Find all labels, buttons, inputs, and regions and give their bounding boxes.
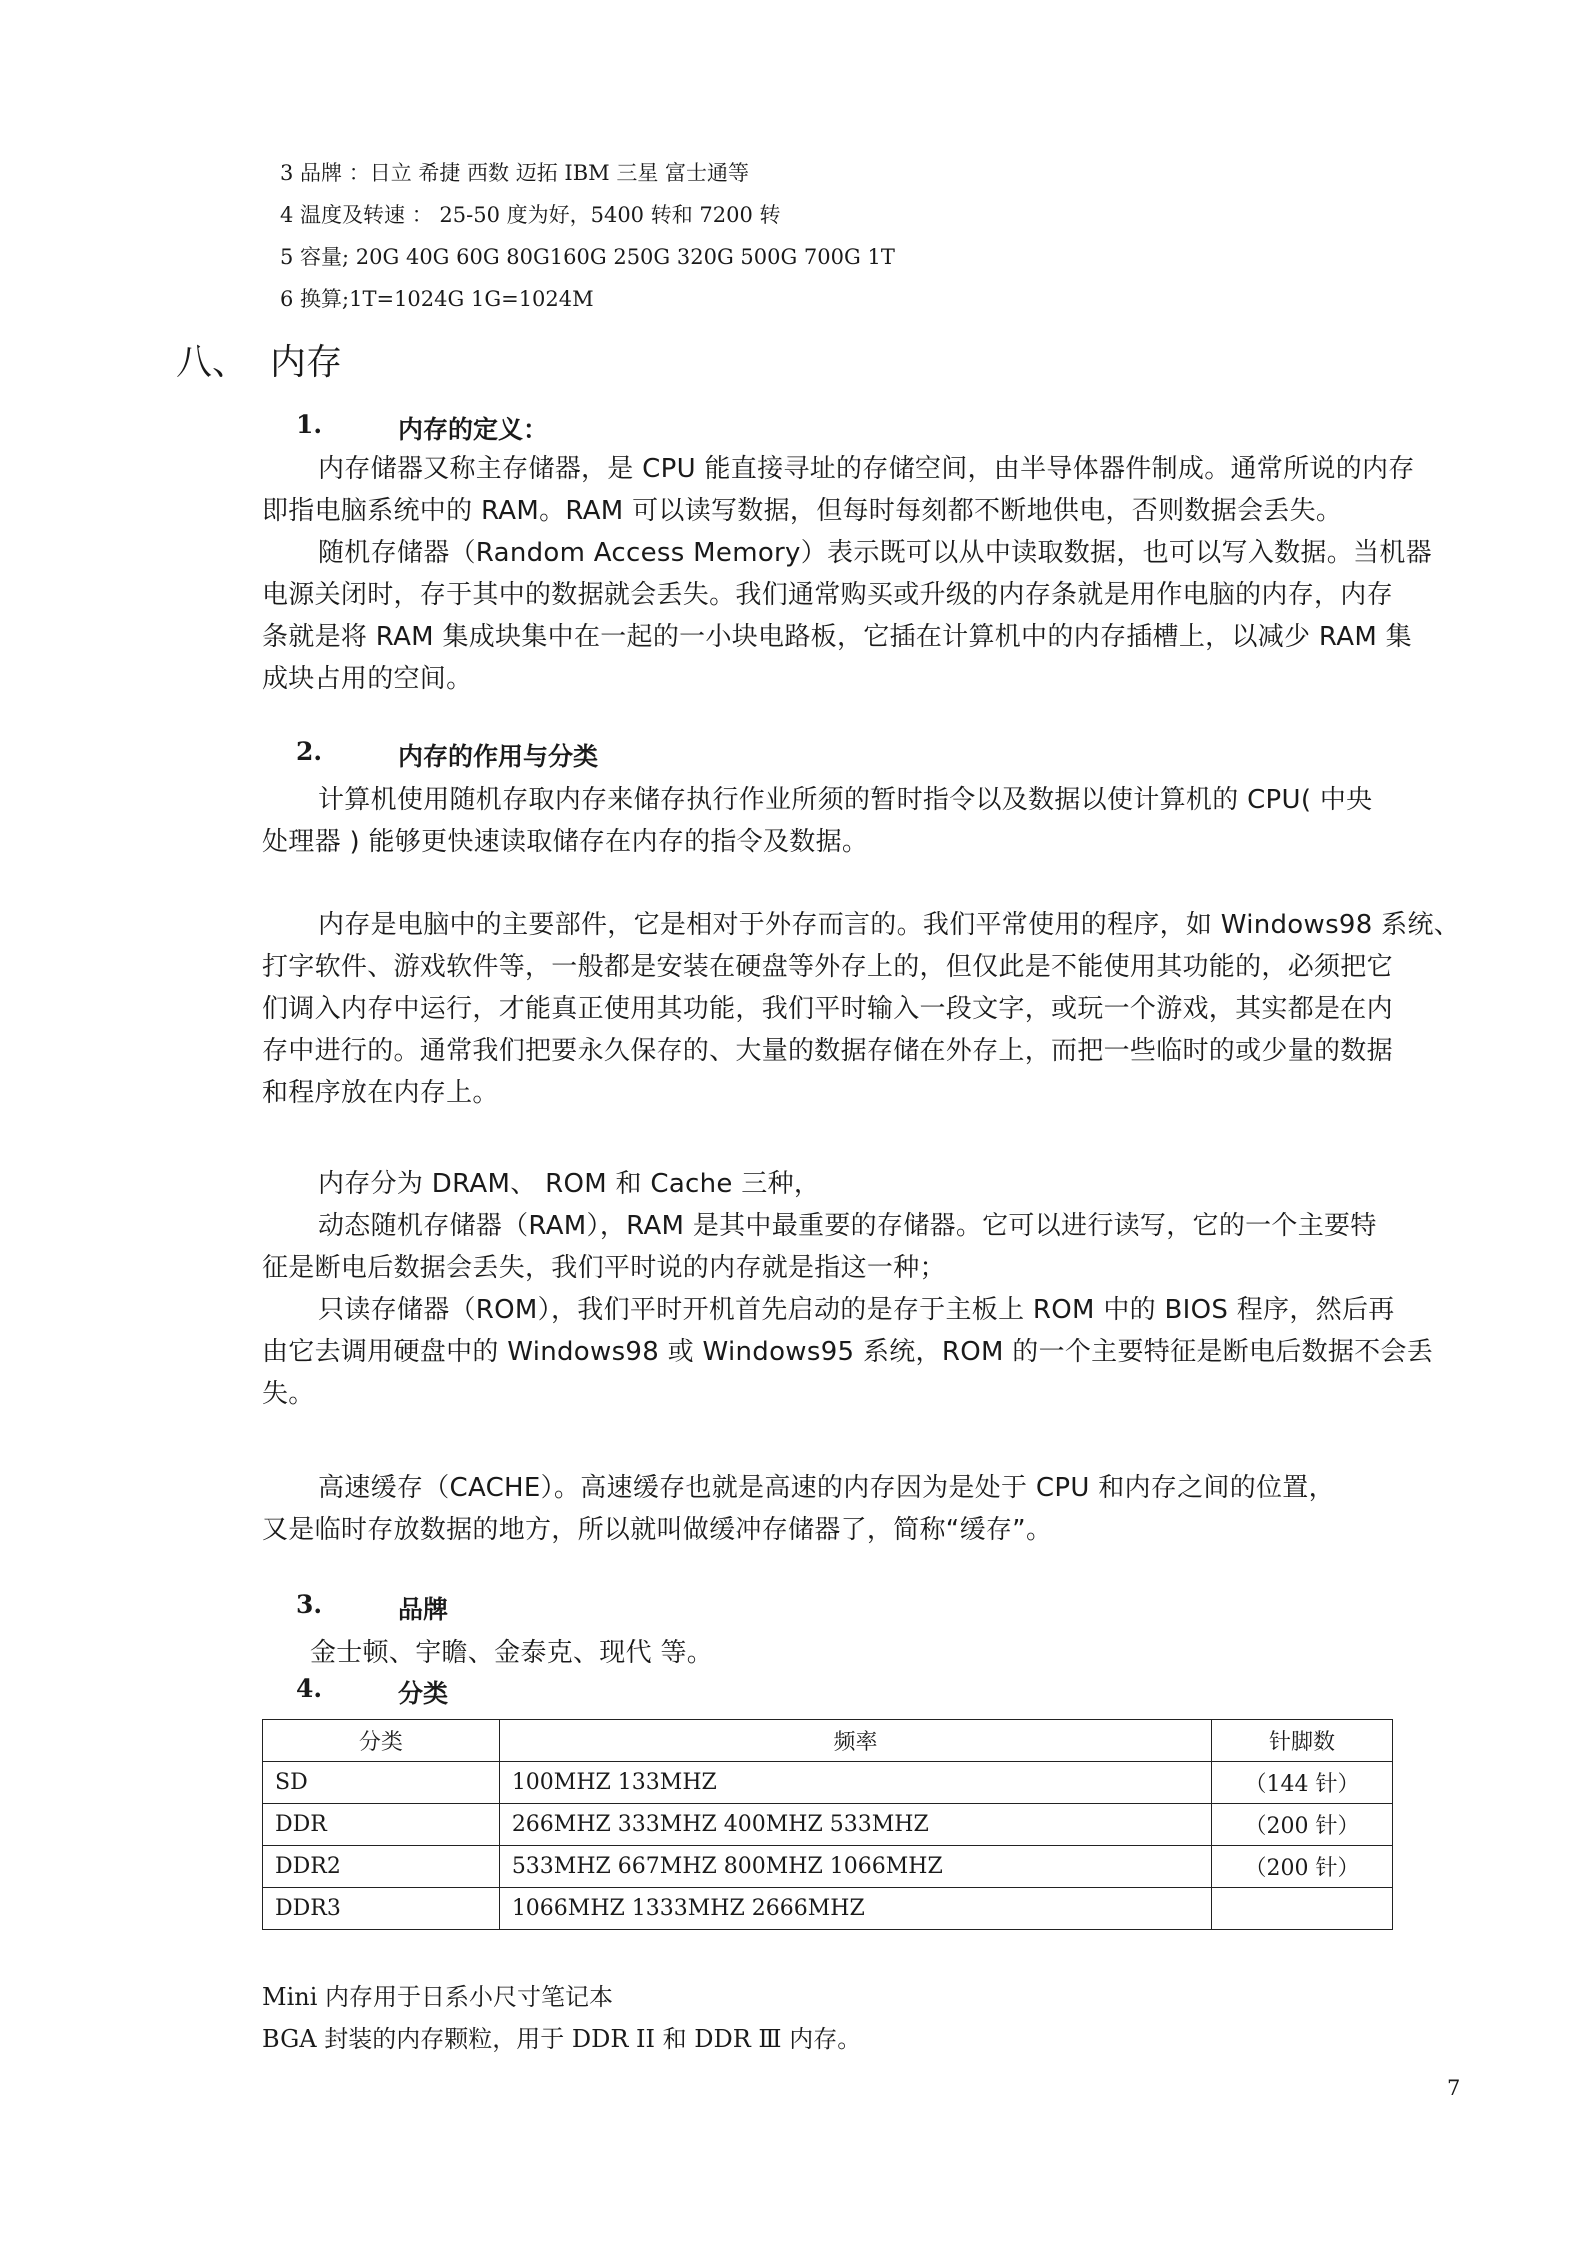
list-item-brand: 3 品牌 ：日立 希捷 西数 迈拓 IBM 三星 富士通等 bbox=[280, 161, 749, 185]
paragraph-line: 动态随机存储器（RAM），RAM 是其中最重要的存储器。它可以进行读写，它的一个主要特 bbox=[318, 1211, 1377, 1241]
paragraph-line: 随机存储器（Random Access Memory）表示既可以从中读取数据，也可以写入数据。当机器 bbox=[318, 538, 1432, 568]
section-number: 八、 bbox=[176, 342, 249, 383]
table-header-cell: 频率 bbox=[499, 1720, 1211, 1762]
paragraph-line: 打字软件、游戏软件等，一般都是安装在硬盘等外存上的，但仅此是不能使用其功能的，必须把它 bbox=[262, 952, 1393, 982]
table-cell: 1066MHZ 1333MHZ 2666MHZ bbox=[499, 1888, 1211, 1930]
paragraph-line: 电源关闭时，存于其中的数据就会丢失。我们通常购买或升级的内存条就是用作电脑的内存，内存 bbox=[262, 580, 1393, 610]
paragraph-line: 只读存储器（ROM），我们平时开机首先启动的是存于主板上 ROM 中的 BIOS 程序，然后再 bbox=[318, 1295, 1395, 1325]
paragraph-line: 失。 bbox=[262, 1379, 315, 1409]
table-cell: （200 针） bbox=[1212, 1846, 1393, 1888]
paragraph-line: 成块占用的空间。 bbox=[262, 664, 473, 694]
subheading-title: 内存的定义： bbox=[398, 415, 549, 444]
page-number: 7 bbox=[1447, 2076, 1461, 2100]
paragraph-line: 条就是将 RAM 集成块集中在一起的一小块电路板，它插在计算机中的内存插槽上，以减少 RAM 集 bbox=[262, 622, 1412, 652]
paragraph-line: 即指电脑系统中的 RAM。RAM 可以读写数据，但每时每刻都不断地供电，否则数据会丢失。 bbox=[262, 496, 1343, 526]
table-cell: DDR3 bbox=[263, 1888, 500, 1930]
table-cell: DDR2 bbox=[263, 1846, 500, 1888]
paragraph-line: 存中进行的。通常我们把要永久保存的、大量的数据存储在外存上，而把一些临时的或少量的数据 bbox=[262, 1036, 1393, 1066]
paragraph-line: 内存是电脑中的主要部件，它是相对于外存而言的。我们平常使用的程序，如 Windows98 系统、 bbox=[318, 910, 1461, 940]
table-cell: 100MHZ 133MHZ bbox=[499, 1762, 1211, 1804]
table-cell bbox=[1212, 1888, 1393, 1930]
paragraph-line: 处理器 ) 能够更快速读取储存在内存的指令及数据。 bbox=[262, 827, 869, 857]
table-row bbox=[263, 1846, 1393, 1888]
note-mini-memory: Mini 内存用于日系小尺寸笔记本 bbox=[262, 1983, 614, 2011]
table-header-cell: 针脚数 bbox=[1212, 1720, 1393, 1762]
paragraph-line: 们调入内存中运行，才能真正使用其功能，我们平时输入一段文字，或玩一个游戏，其实都是在内 bbox=[262, 994, 1393, 1024]
paragraph-line: 内存分为 DRAM、 ROM 和 Cache 三种， bbox=[318, 1169, 821, 1199]
table-cell: 266MHZ 333MHZ 400MHZ 533MHZ bbox=[499, 1804, 1211, 1846]
subheading-definition bbox=[296, 410, 696, 442]
subheading-number: 1. bbox=[296, 410, 323, 439]
table-cell: （144 针） bbox=[1212, 1762, 1393, 1804]
list-item-capacity: 5 容量; 20G 40G 60G 80G160G 250G 320G 500G 700G 1T bbox=[280, 245, 895, 269]
section-heading bbox=[176, 334, 342, 385]
paragraph-line: 计算机使用随机存取内存来储存执行作业所须的暂时指令以及数据以使计算机的 CPU( 中央 bbox=[318, 785, 1373, 815]
note-bga-package: BGA 封装的内存颗粒，用于 DDR II 和 DDR Ⅲ 内存。 bbox=[262, 2025, 862, 2053]
list-item-temperature: 4 温度及转速 ： 25-50 度为好，5400 转和 7200 转 bbox=[280, 203, 781, 227]
brand-list: 金士顿、宇瞻、金泰克、现代 等。 bbox=[310, 1638, 714, 1668]
table-row bbox=[263, 1888, 1393, 1930]
table-header-row bbox=[263, 1720, 1393, 1762]
subheading-number: 4. bbox=[296, 1674, 323, 1703]
section-title: 内存 bbox=[270, 342, 343, 383]
subheading-title: 品牌 bbox=[398, 1595, 449, 1624]
paragraph-line: 内存储器又称主存储器，是 CPU 能直接寻址的存储空间，由半导体器件制成。通常所说的内存 bbox=[318, 454, 1415, 484]
table-row bbox=[263, 1762, 1393, 1804]
table-cell: 533MHZ 667MHZ 800MHZ 1066MHZ bbox=[499, 1846, 1211, 1888]
paragraph-line: 高速缓存（CACHE）。高速缓存也就是高速的内存因为是处于 CPU 和内存之间的位置， bbox=[318, 1473, 1335, 1503]
table-cell: SD bbox=[263, 1762, 500, 1804]
subheading-title: 内存的作用与分类 bbox=[398, 742, 599, 771]
table-row bbox=[263, 1804, 1393, 1846]
table-header-cell: 分类 bbox=[263, 1720, 500, 1762]
subheading-number: 3. bbox=[296, 1590, 323, 1619]
subheading-function bbox=[296, 737, 696, 769]
paragraph-line: 征是断电后数据会丢失，我们平时说的内存就是指这一种； bbox=[262, 1253, 946, 1283]
subheading-brand bbox=[296, 1590, 696, 1622]
memory-type-table bbox=[262, 1719, 1393, 1930]
list-item-conversion: 6 换算;1T=1024G 1G=1024M bbox=[280, 287, 594, 311]
paragraph-line: 和程序放在内存上。 bbox=[262, 1078, 499, 1108]
subheading-title: 分类 bbox=[398, 1679, 449, 1708]
table-cell: （200 针） bbox=[1212, 1804, 1393, 1846]
paragraph-line: 又是临时存放数据的地方，所以就叫做缓冲存储器了，简称“缓存”。 bbox=[262, 1515, 1053, 1545]
table-cell: DDR bbox=[263, 1804, 500, 1846]
subheading-classification bbox=[296, 1674, 696, 1706]
subheading-number: 2. bbox=[296, 737, 323, 766]
paragraph-line: 由它去调用硬盘中的 Windows98 或 Windows95 系统，ROM 的一个主要特征是断电后数据不会丢 bbox=[262, 1337, 1434, 1367]
